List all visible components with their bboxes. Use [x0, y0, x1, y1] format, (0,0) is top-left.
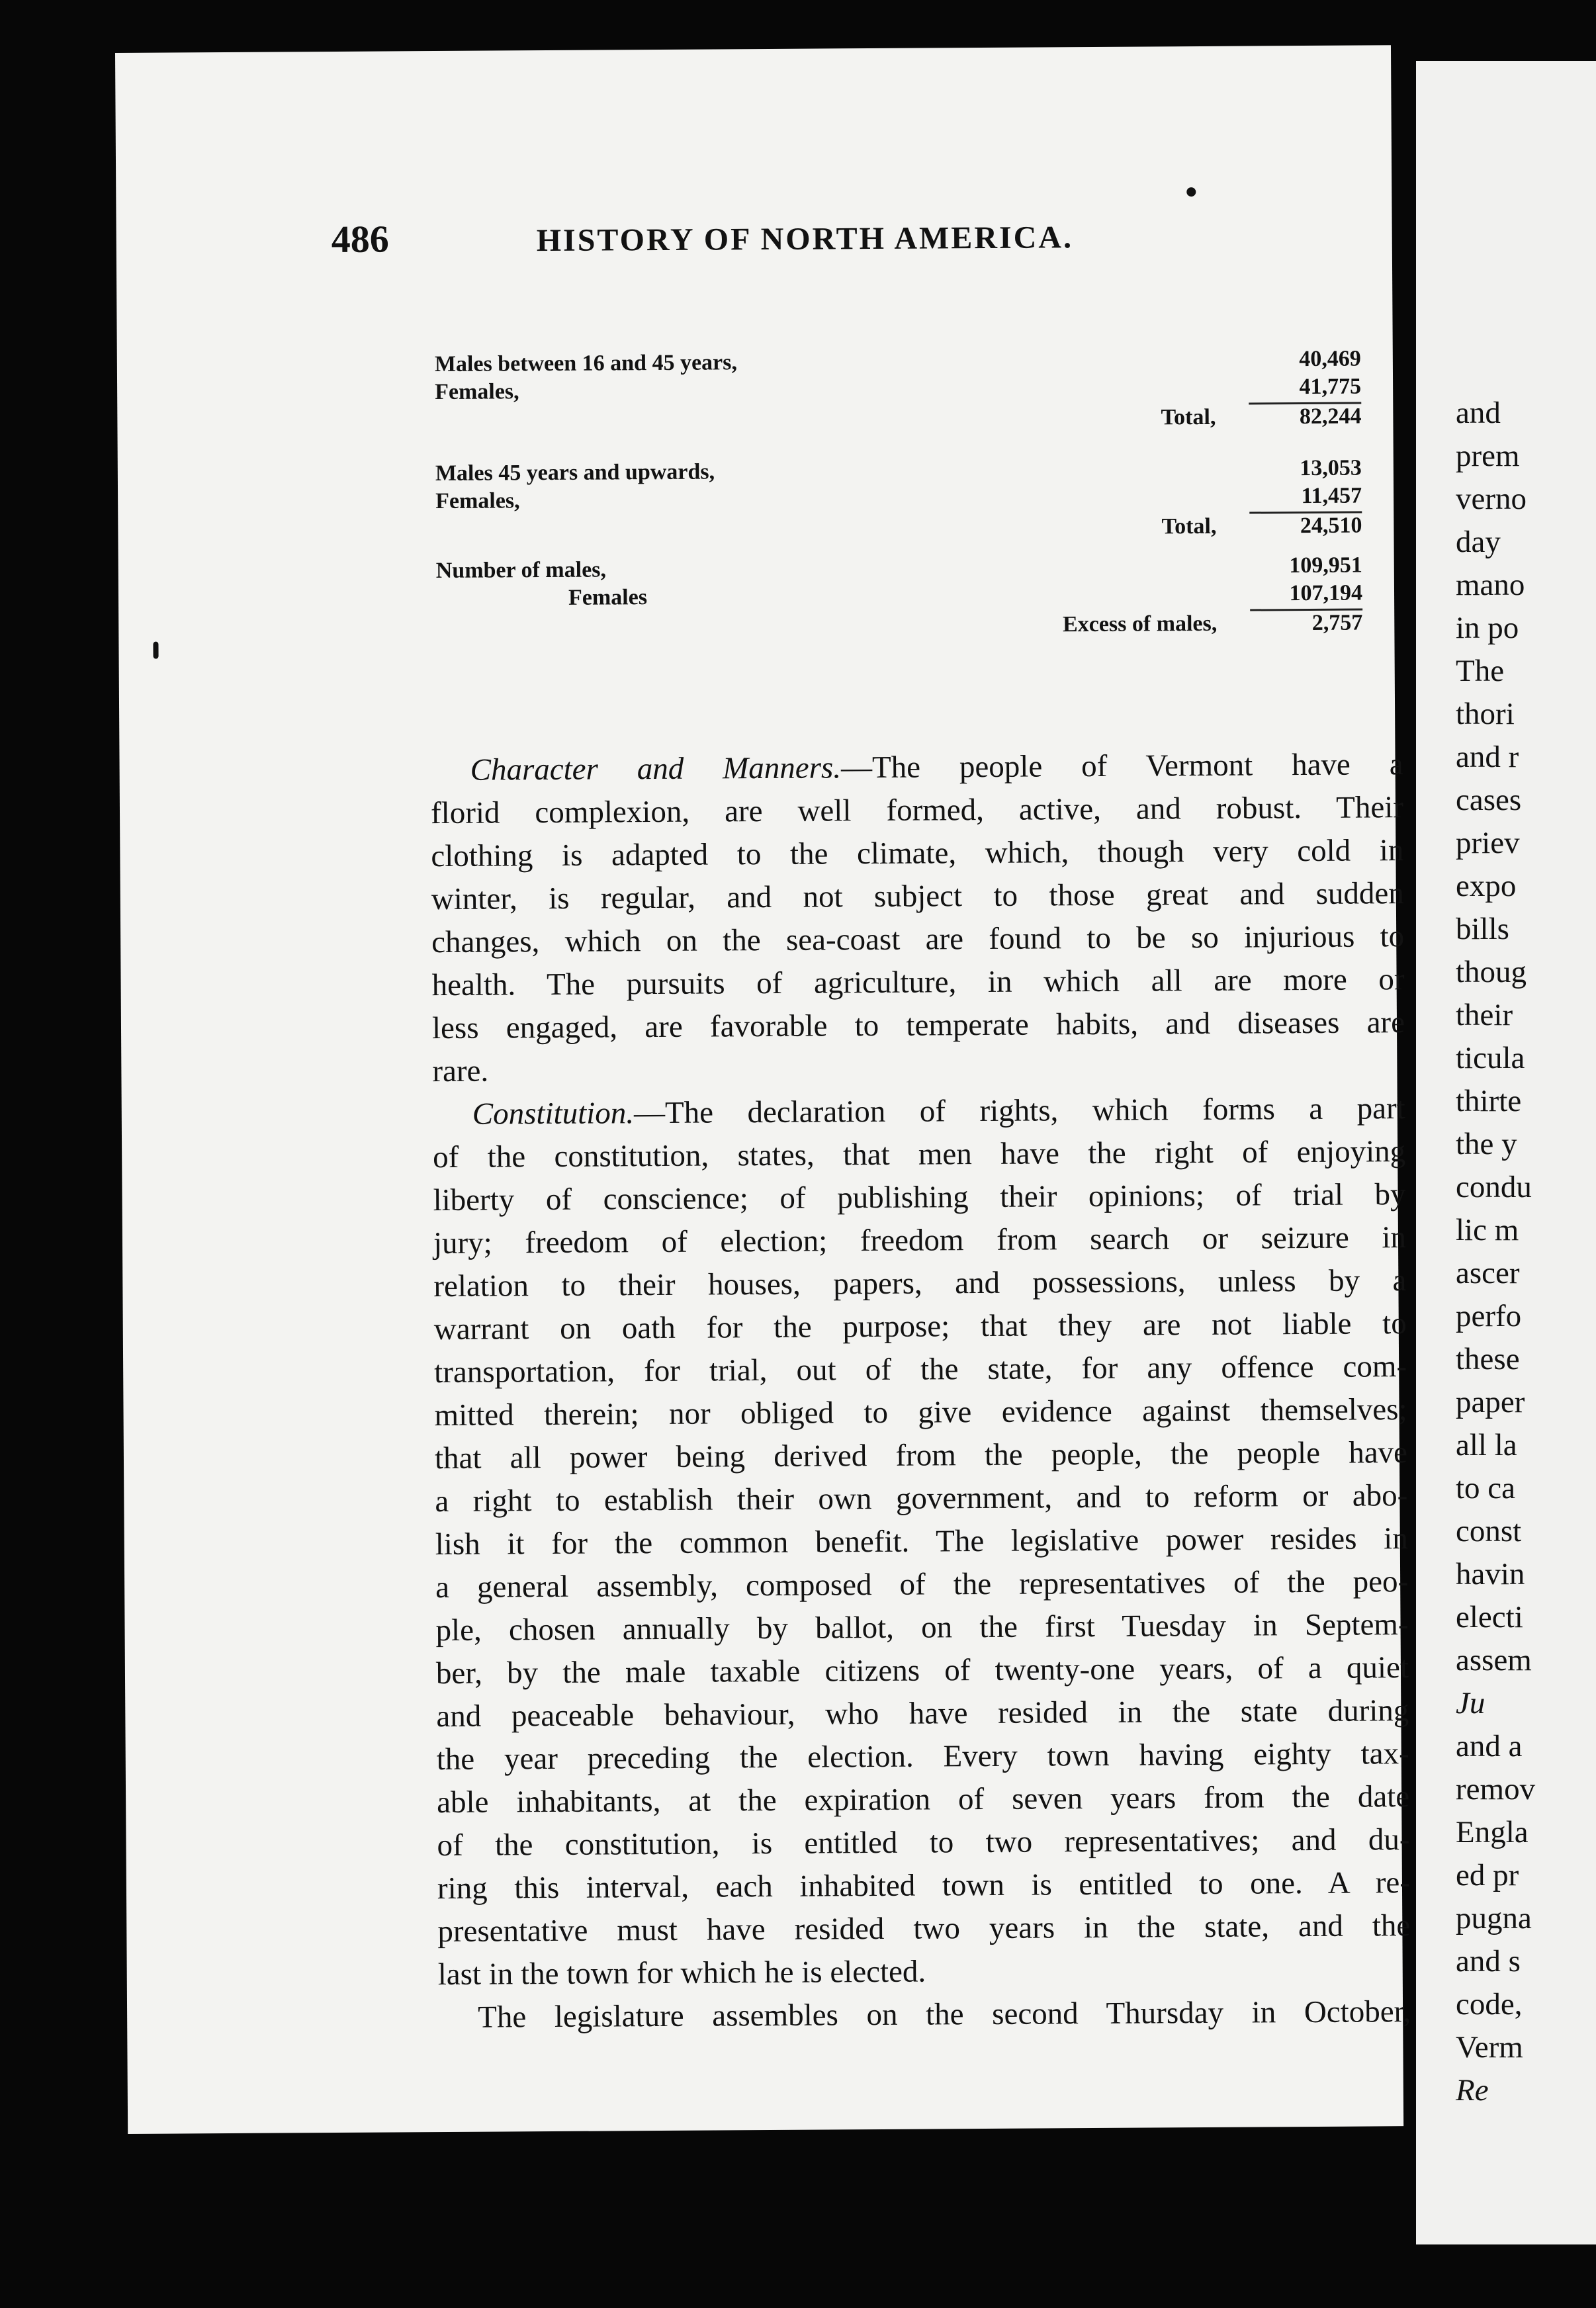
total-value: 82,244	[1299, 404, 1362, 429]
table-row	[435, 375, 1361, 408]
facing-line-fragment: verno	[1456, 482, 1527, 516]
text-line	[435, 1474, 1407, 1523]
text-line	[431, 915, 1404, 964]
text-line	[433, 1130, 1405, 1179]
row-label: Number of males,	[435, 557, 607, 584]
line-text: jury; freedom of election; freedom from search or seizure in	[433, 1220, 1407, 1261]
line-text: ple, chosen annually by ballot, on the first Tuesday in Septem-	[435, 1607, 1409, 1648]
facing-line-fragment: Re	[1456, 2073, 1489, 2108]
total-value: 24,510	[1300, 513, 1362, 539]
facing-line-fragment: assem	[1456, 1643, 1532, 1677]
facing-line-fragment: to ca	[1456, 1471, 1516, 1505]
facing-line-fragment: mano	[1456, 568, 1525, 602]
row-label: Females,	[435, 379, 519, 405]
book-page	[115, 45, 1411, 2134]
running-head: HISTORY OF NORTH AMERICA.	[536, 220, 1074, 259]
facing-line-fragment: priev	[1456, 826, 1520, 860]
facing-line-fragment: Verm	[1456, 2030, 1523, 2064]
facing-line-fragment: electi	[1456, 1600, 1523, 1634]
line-text: changes, which on the sea-coast are found to be so injurious to	[431, 919, 1405, 960]
facing-line-fragment: Ju	[1456, 1686, 1485, 1720]
text-line	[431, 872, 1404, 921]
facing-line-fragment: prem	[1456, 439, 1520, 473]
text-line	[431, 786, 1403, 835]
text-line	[436, 1646, 1409, 1695]
facing-line-fragment: havin	[1456, 1557, 1525, 1591]
row-value: 107,194	[1289, 580, 1363, 606]
facing-line-fragment: code,	[1456, 1987, 1523, 2021]
page-number: 486	[331, 217, 389, 261]
line-text: —The declaration of rights, which forms a part	[633, 1091, 1405, 1131]
text-line	[431, 829, 1403, 878]
text-line	[437, 1775, 1409, 1824]
total-row	[435, 404, 1361, 438]
row-value: 13,053	[1300, 455, 1362, 481]
line-text: that all power being derived from the people, the people have	[434, 1435, 1408, 1476]
text-line	[435, 1560, 1408, 1609]
facing-line-fragment: in po	[1456, 611, 1519, 645]
facing-line-fragment: ed pr	[1456, 1858, 1519, 1892]
line-text: able inhabitants, at the expiration of seven years from the date	[437, 1779, 1410, 1820]
text-line	[435, 1431, 1407, 1480]
facing-line-fragment: ascer	[1456, 1256, 1520, 1290]
facing-line-fragment: day	[1456, 525, 1501, 559]
facing-line-fragment: pugna	[1456, 1901, 1532, 1935]
line-text: a general assembly, composed of the representatives of the peo-	[435, 1564, 1409, 1605]
line-text: and peaceable behaviour, who have resided in the state during	[436, 1693, 1409, 1734]
total-label: Total,	[1161, 404, 1216, 430]
text-line	[431, 958, 1404, 1007]
facing-line-fragment: remov	[1456, 1772, 1536, 1806]
facing-line-fragment: ticula	[1456, 1041, 1525, 1075]
row-label: Females,	[435, 488, 520, 514]
facing-line-fragment: and r	[1456, 740, 1519, 774]
facing-line-fragment: cases	[1456, 783, 1522, 817]
facing-line-fragment: expo	[1456, 869, 1517, 903]
facing-line-fragment: Engla	[1456, 1815, 1529, 1849]
line-text: mitted therein; nor obliged to give evidence against themselves;	[434, 1392, 1407, 1433]
row-value: 11,457	[1301, 483, 1362, 509]
facing-line-fragment: and s	[1456, 1944, 1521, 1978]
line-text: lish it for the common benefit. The legislative power resides in	[435, 1521, 1408, 1562]
text-line	[433, 1087, 1405, 1136]
text-line	[437, 1904, 1410, 1953]
total-label: Excess of males,	[1062, 611, 1218, 637]
line-text: transportation, for trial, out of the state, for any offence com-	[434, 1349, 1407, 1390]
population-table	[435, 347, 1363, 644]
line-text: ring this interval, each inhabited town is entitled to one. A re-	[437, 1865, 1411, 1906]
text-line	[438, 1990, 1411, 2039]
line-text: the year preceding the election. Every town having eighty tax-	[436, 1736, 1409, 1777]
text-line	[436, 1689, 1409, 1738]
facing-page	[1416, 61, 1596, 2244]
facing-line-fragment: these	[1456, 1342, 1520, 1376]
total-label: Total,	[1161, 513, 1217, 539]
row-value: 109,951	[1289, 553, 1362, 578]
facing-line-fragment: and a	[1456, 1729, 1523, 1763]
table-row	[435, 484, 1362, 517]
line-text: florid complexion, are well formed, active, and robust. Their	[430, 790, 1404, 831]
facing-line-fragment: condu	[1456, 1170, 1532, 1204]
page-header	[332, 210, 1417, 296]
facing-line-fragment: the y	[1456, 1127, 1517, 1161]
line-text: of the constitution, states, that men have the right of enjoying	[433, 1134, 1406, 1175]
line-text: a right to establish their own government, and to reform or abo-	[435, 1478, 1408, 1519]
text-line	[432, 1001, 1405, 1050]
line-text: rare.	[432, 1053, 489, 1089]
line-text: of the constitution, is entitled to two representatives; and du-	[437, 1822, 1410, 1863]
line-text: winter, is regular, and not subject to those great and sudden	[431, 876, 1404, 917]
text-line	[433, 1259, 1406, 1308]
line-text: relation to their houses, papers, and possessions, unless by a	[433, 1263, 1407, 1304]
row-value: 41,775	[1299, 374, 1362, 400]
facing-line-fragment: thori	[1456, 697, 1515, 731]
facing-line-fragment: lic m	[1456, 1213, 1519, 1247]
line-text: last in the town for which he is elected.	[437, 1954, 926, 1992]
line-text: The legislature assembles on the second Thursday in October,	[477, 1994, 1411, 2035]
facing-line-fragment: thoug	[1456, 955, 1527, 989]
row-value: 40,469	[1299, 346, 1361, 372]
facing-line-fragment: perfo	[1456, 1299, 1522, 1333]
ink-spot	[153, 642, 158, 659]
total-value: 2,757	[1311, 610, 1363, 635]
text-line	[435, 1603, 1408, 1652]
section-heading: Constitution.	[472, 1096, 635, 1132]
text-line	[437, 1861, 1410, 1910]
body-text	[430, 743, 1411, 2039]
row-label: Males between 16 and 45 years,	[434, 350, 738, 377]
facing-line-fragment: paper	[1456, 1385, 1525, 1419]
row-label: Males 45 years and upwards,	[435, 459, 715, 486]
text-line	[434, 1345, 1407, 1394]
facing-page-text	[1456, 392, 1535, 2112]
text-line	[435, 1517, 1408, 1566]
line-text: —The people of Vermont have a	[840, 747, 1403, 785]
section-heading: Character and Manners.	[470, 750, 842, 787]
line-text: presentative must have resided two years in the state, and the	[437, 1908, 1411, 1949]
text-line	[438, 1947, 1411, 1996]
text-line	[437, 1818, 1409, 1867]
text-line	[437, 1732, 1409, 1781]
text-line	[432, 1044, 1405, 1093]
text-line	[433, 1173, 1405, 1222]
line-text: clothing is adapted to the climate, which, though very cold in	[431, 833, 1404, 874]
facing-line-fragment: const	[1456, 1514, 1522, 1548]
text-line	[430, 743, 1403, 792]
facing-line-fragment: bills	[1456, 912, 1509, 946]
facing-line-fragment: their	[1456, 998, 1513, 1032]
total-row	[435, 513, 1362, 547]
line-text: less engaged, are favorable to temperate habits, and diseases are	[431, 1005, 1405, 1046]
ink-spot	[1186, 187, 1196, 197]
total-row	[436, 610, 1362, 644]
line-text: health. The pursuits of agriculture, in which all are more or	[431, 962, 1405, 1003]
facing-line-fragment: The	[1456, 654, 1505, 688]
table-row	[436, 581, 1362, 615]
line-text: warrant on oath for the purpose; that they are not liable to	[433, 1306, 1407, 1347]
line-text: liberty of conscience; of publishing their opinions; of trial by	[433, 1177, 1406, 1218]
facing-line-fragment: and	[1456, 396, 1501, 430]
facing-line-fragment: thirte	[1456, 1084, 1522, 1118]
text-line	[434, 1302, 1407, 1351]
facing-line-fragment: all la	[1456, 1428, 1517, 1462]
row-label: Females	[568, 585, 648, 610]
line-text: ber, by the male taxable citizens of twenty-one years, of a quiet	[435, 1650, 1409, 1691]
text-line	[433, 1216, 1406, 1265]
text-line	[434, 1388, 1407, 1437]
